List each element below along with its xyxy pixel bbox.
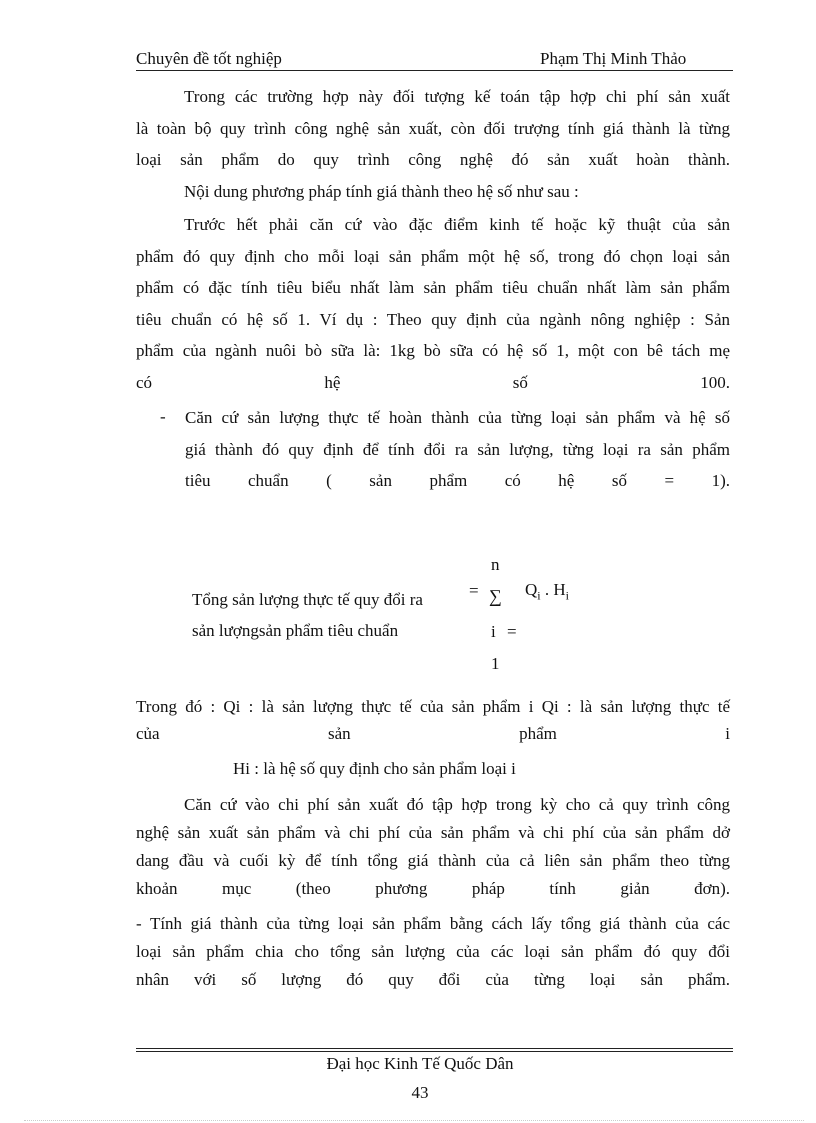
sigma-lower-var: i xyxy=(491,622,496,641)
header-rule xyxy=(136,70,733,71)
paragraph-2 xyxy=(136,176,730,208)
paragraph-line: Nội dung phương pháp tính giá thành theo hệ số như sau : xyxy=(184,182,579,201)
paragraph-line: là toàn bộ quy trình công nghệ sản xuất, còn đối trượng tính giá thành là từng xyxy=(136,118,730,138)
formula-term xyxy=(525,580,569,603)
q-subscript: i xyxy=(537,588,541,603)
footer-rule-top xyxy=(136,1048,733,1049)
paragraph-3 xyxy=(136,209,730,398)
footer-rule-bottom xyxy=(136,1051,733,1052)
formula-label-line2: sản lượngsản phẩm tiêu chuẩn xyxy=(192,621,399,640)
sigma-lower-eq: = xyxy=(507,622,517,641)
paragraph-line: có hệ số 100. xyxy=(136,372,730,392)
paragraph-line: Trước hết phải căn cứ vào đặc điểm kinh tế hoặc kỹ thuật của sản xyxy=(184,215,730,234)
paragraph-line: loại sản phẩm do quy trình công nghệ đó sản xuất hoàn thành. xyxy=(136,150,730,169)
paragraph-line: phẩm của ngành nuôi bò sữa là: 1kg bò sữa có hệ số 1, một con bê tách mẹ xyxy=(136,341,730,360)
paragraph-4 xyxy=(136,791,730,903)
sigma-upper-limit: n xyxy=(491,555,500,574)
paragraph-line: nghệ sản xuất sản phẩm và chi phí của sản phẩm và chi phí của sản phẩm dở xyxy=(136,823,730,842)
paragraph-line: nhân với số lượng đó quy đổi của từng loại sản phẩm. xyxy=(136,970,730,989)
paragraph-line: Trong các trường hợp này đối tượng kế toán tập hợp chi phí sản xuất xyxy=(184,87,730,106)
bullet-line: tiêu chuẩn ( sản phẩm có hệ số = 1). xyxy=(185,471,730,490)
q-variable: Q xyxy=(525,580,538,599)
sigma-lower-value: 1 xyxy=(491,654,500,673)
paragraph-line: khoản mục (theo phương pháp tính giản đơn). xyxy=(136,879,730,898)
bullet-line: Căn cứ sản lượng thực tế hoàn thành của từng loại sản phẩm và hệ số xyxy=(185,408,730,427)
h-subscript: i xyxy=(565,588,569,603)
paragraph-line: dang đầu và cuối kỳ để tính tổng giá thành của cả liên sản phẩm theo từng xyxy=(136,851,730,870)
bullet-line: giá thành đó quy định để tính đổi ra sản lượng, từng loại ra sản phẩm xyxy=(185,439,730,459)
bullet-dash: - xyxy=(160,407,166,426)
paragraph-line: Căn cứ vào chi phí sản xuất đó tập hợp trong kỳ cho cả quy trình công xyxy=(184,795,730,814)
paragraph-5 xyxy=(136,910,730,994)
formula-label-line1: Tổng sản lượng thực tế quy đổi ra xyxy=(192,590,423,609)
sigma-symbol: ∑ xyxy=(489,586,502,606)
h-variable: H xyxy=(553,580,566,599)
where-line: Trong đó : Qi : là sản lượng thực tế của sản phẩm i Qi : là sản lượng thực tế xyxy=(136,697,730,716)
paragraph-line: phẩm đó quy định cho mỗi loại sản phẩm một hệ số, trong đó chọn loại sản xyxy=(136,246,730,266)
bullet-paragraph xyxy=(185,402,730,497)
multiply-dot: . xyxy=(540,580,554,599)
paragraph-line: loại sản phẩm chia cho tổng sản lượng của các loại sản phẩm đó quy đổi xyxy=(136,942,730,961)
where-line: của sản phẩm i xyxy=(136,724,730,743)
paragraph-line: - Tính giá thành của từng loại sản phẩm bằng cách lấy tổng giá thành của các xyxy=(136,914,730,933)
hi-definition: Hi : là hệ số quy định cho sản phẩm loại i xyxy=(233,759,516,778)
paragraph-line: tiêu chuẩn có hệ số 1. Ví dụ : Theo quy định của ngành nông nghiệp : Sản xyxy=(136,309,730,329)
page-number: 43 xyxy=(411,1083,429,1102)
paragraph-1 xyxy=(136,81,730,176)
page-edge-dotted-line xyxy=(24,1120,804,1121)
where-clause xyxy=(136,693,730,747)
paragraph-line: phẩm có đặc tính tiêu biểu nhất làm sản phẩm tiêu chuẩn nhất làm sản phẩm xyxy=(136,278,730,297)
footer-university: Đại học Kinh Tế Quốc Dân xyxy=(326,1054,514,1073)
header-author: Phạm Thị Minh Thảo xyxy=(540,49,687,68)
formula-equals: = xyxy=(469,581,479,600)
header-title: Chuyên đề tốt nghiệp xyxy=(136,49,282,68)
